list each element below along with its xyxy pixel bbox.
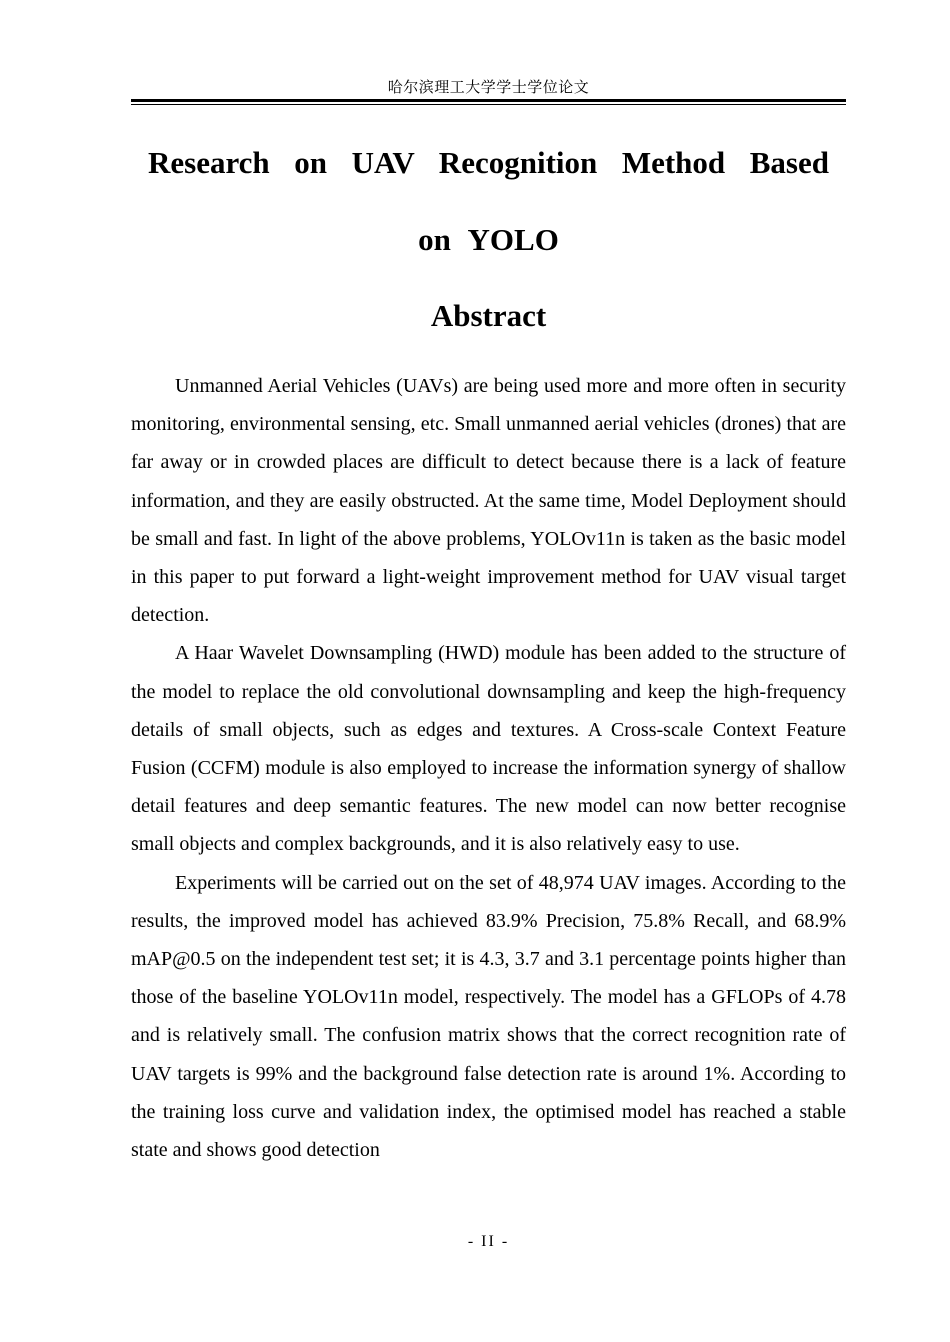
header-rule-thin <box>131 104 846 105</box>
page-number: - II - <box>467 1233 510 1250</box>
abstract-paragraph-1: Unmanned Aerial Vehicles (UAVs) are being used more and more often in security monitoring, environmental sensing, etc. Small unmanned aerial vehicles (drones) that are far away or in crowded places are difficult to detect because there is a lack of feature information, and they are easily obstructed. At the same time, Model Deployment should be small and fast. In light of the above problems, YOLOv11n is taken as the basic model in this paper to put forward a light-weight improvement method for UAV visual target detection. <box>131 375 846 627</box>
abstract-heading: Abstract <box>430 298 547 333</box>
abstract-paragraph-2: A Haar Wavelet Downsampling (HWD) module has been added to the structure of the model to replace the old convolutional downsampling and keep the high-frequency details of small objects, such as edges and textures. A Cross-scale Context Feature Fusion (CCFM) module is also employed to increase the information synergy of shallow detail features and deep semantic features. The new model can now better recognise small objects and complex backgrounds, and it is also relatively easy to use. <box>131 642 846 856</box>
abstract-paragraph-3: Experiments will be carried out on the set of 48,974 UAV images. According to the results, the improved model has achieved 83.9% Precision, 75.8% Recall, and 68.9% mAP@0.5 on the independent test set; it is 4.3, 3.7 and 3.1 percentage points higher than those of the baseline YOLOv11n model, respectively. The model has a GFLOPs of 4.78 and is relatively small. The confusion matrix shows that the correct recognition rate of UAV targets is 99% and the background false detection rate is around 1%. According to the training loss curve and validation index, the optimised model has reached a stable state and shows good detection <box>131 871 846 1162</box>
thesis-title <box>131 124 846 278</box>
thesis-title-line-2: on YOLO <box>418 222 559 257</box>
thesis-title-line-1: Research on UAV Recognition Method Based <box>148 145 829 180</box>
header-rule-thick <box>131 99 846 102</box>
abstract-body <box>131 367 846 1169</box>
running-header: 哈尔滨理工大学学士学位论文 <box>387 78 590 96</box>
